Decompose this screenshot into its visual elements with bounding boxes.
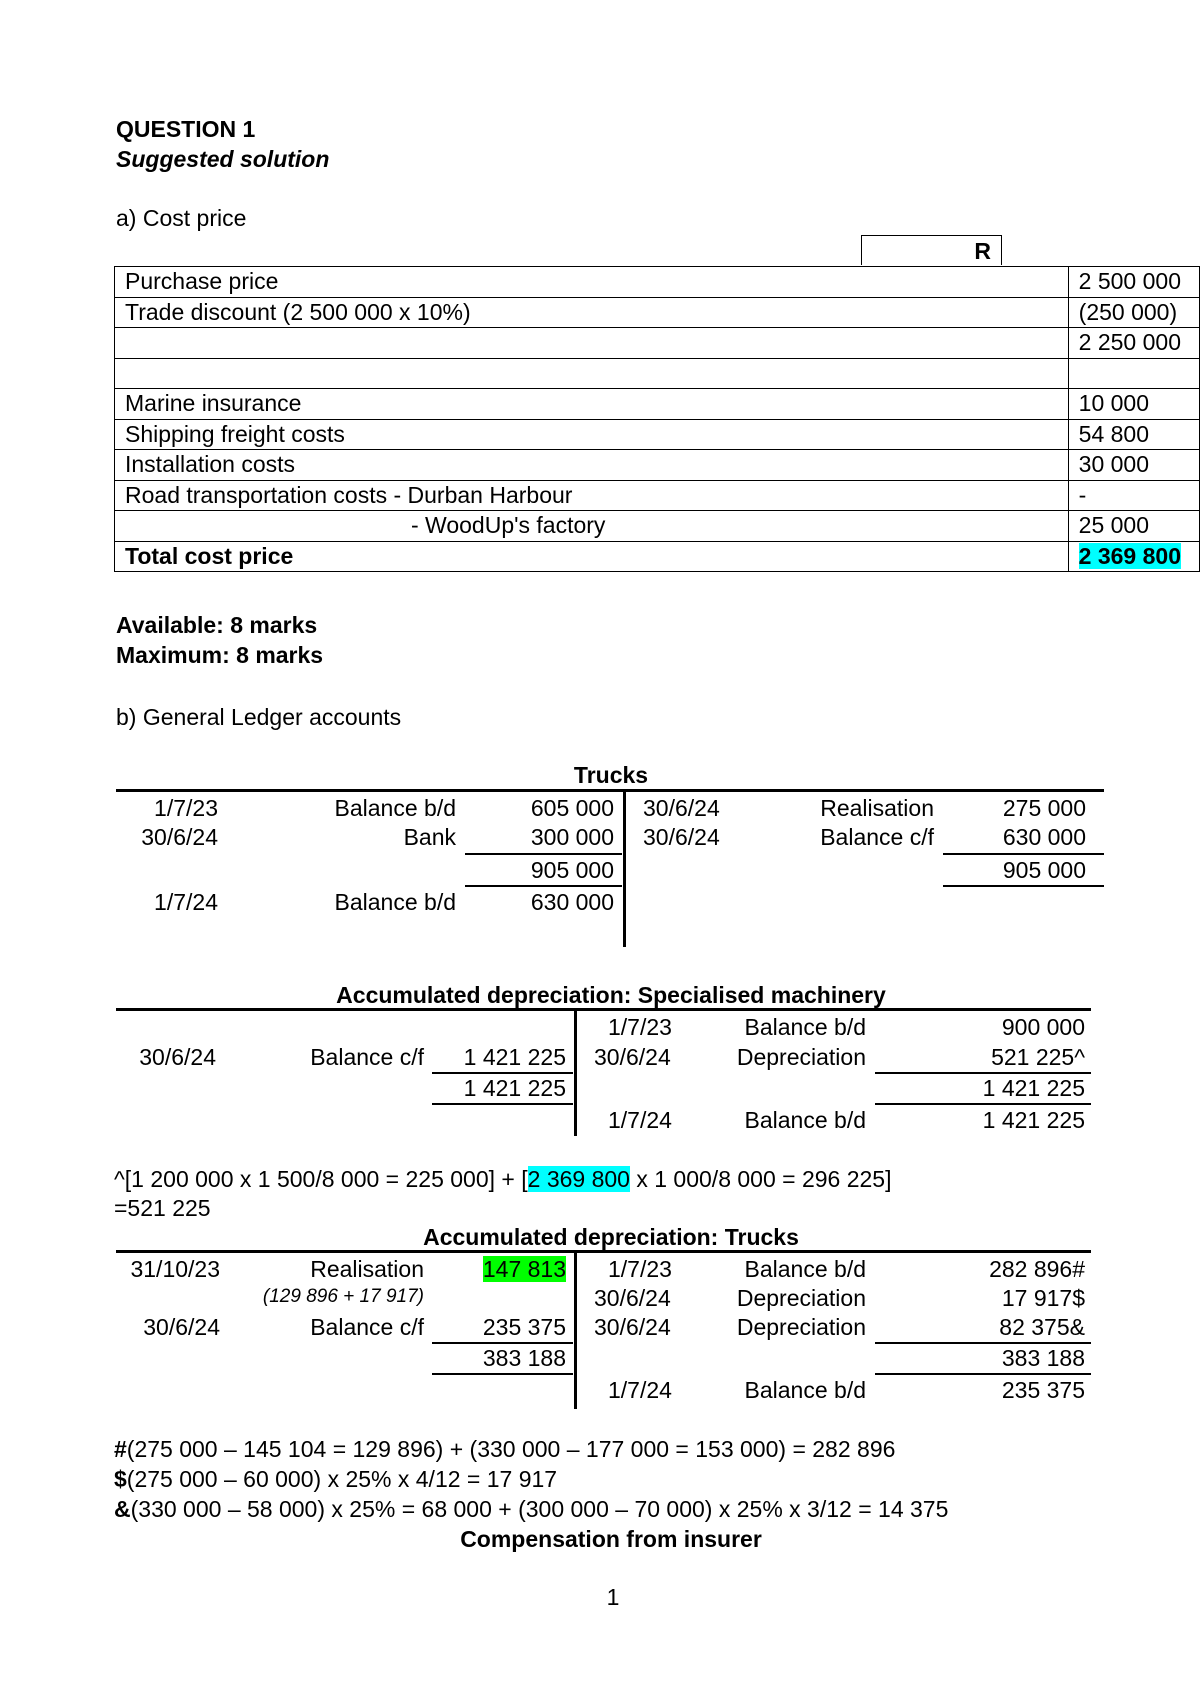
trucks-dr-after-amount: 630 000 [530,889,614,915]
table-row [115,419,1200,450]
row-desc: - WoodUp's factory [115,511,1069,542]
acc-trucks-cr-amount: 82 375& [999,1314,1085,1340]
trucks-dr-amount: 605 000 [530,795,614,821]
currency-header: R [974,238,991,264]
trucks-dr-total-underline [465,885,622,887]
row-amount: 30 000 [1068,450,1199,481]
row-amount: 2 250 000 [1068,328,1199,359]
machinery-note-result: =521 225 [114,1195,211,1221]
machinery-cr-after-amount: 1 421 225 [982,1107,1085,1133]
trucks-title: Trucks [573,762,649,788]
trucks-dr-total: 905 000 [530,857,614,883]
part-a-label: a) Cost price [116,205,247,231]
part-b-label: b) General Ledger accounts [116,704,402,730]
machinery-cr-after-detail: Balance b/d [744,1107,866,1133]
trucks-cr-date: 30/6/24 [643,795,720,821]
machinery-cr-total-rule [875,1072,1091,1074]
cost-price-table [114,266,1200,572]
row-desc: Purchase price [115,267,1069,298]
row-desc: Marine insurance [115,389,1069,420]
machinery-note-highlight: 2 369 800 [527,1166,630,1192]
row-desc: Shipping freight costs [115,419,1069,450]
footnote-text: (330 000 – 58 000) x 25% = 68 000 + (300 000 – 70 000) x 25% x 3/12 = 14 375 [130,1496,949,1522]
total-amount: 2 369 800 [1078,542,1181,569]
row-amount: - [1068,480,1199,511]
trucks-cr-amount: 630 000 [1002,824,1086,850]
question-title: QUESTION 1 [116,116,256,142]
trucks-dr-detail: Bank [403,824,456,850]
machinery-note [114,1166,892,1193]
acc-trucks-dr-amount: 147 813 [482,1256,566,1282]
machinery-cr-amount: 521 225^ [991,1044,1085,1070]
currency-header-cell [861,235,1002,265]
machinery-cr-total-underline [875,1103,1091,1105]
row-amount: 25 000 [1068,511,1199,542]
trucks-cr-total-underline [943,885,1104,887]
acc-trucks-dr-total-underline [432,1373,573,1375]
footnote [114,1436,895,1463]
machinery-note-part-a: ^[1 200 000 x 1 500/8 000 = 225 000] + [ [114,1166,528,1192]
acc-trucks-cr-detail: Balance b/d [744,1256,866,1282]
machinery-cr-after-date: 1/7/24 [608,1107,672,1133]
acc-trucks-dr-total: 383 188 [482,1345,566,1371]
maximum-marks: Maximum: 8 marks [116,642,324,668]
acc-trucks-cr-total-rule [875,1342,1091,1344]
acc-trucks-divider [574,1251,577,1409]
machinery-dr-date: 30/6/24 [139,1044,216,1070]
machinery-dr-total-rule [432,1072,573,1074]
footnote-text: (275 000 – 145 104 = 129 896) + (330 000 – 177 000 = 153 000) = 282 896 [126,1436,896,1462]
acc-trucks-dr-amount-cell [432,1256,566,1283]
machinery-dr-total: 1 421 225 [463,1075,566,1101]
row-amount: (250 000) [1068,297,1199,328]
machinery-cr-detail: Depreciation [736,1044,866,1070]
machinery-cr-total: 1 421 225 [982,1075,1085,1101]
trucks-cr-amount: 275 000 [1002,795,1086,821]
footnote [114,1466,557,1493]
row-desc [115,328,1069,359]
question-subtitle: Suggested solution [116,146,330,172]
total-amount-cell [1068,541,1199,572]
footnote-symbol: $ [114,1466,127,1492]
acc-trucks-cr-after-detail: Balance b/d [744,1377,866,1403]
footnote-symbol: # [114,1436,127,1462]
acc-trucks-dr-date: 30/6/24 [143,1314,220,1340]
table-row [115,328,1200,359]
available-marks: Available: 8 marks [116,612,318,638]
acc-trucks-cr-amount: 17 917$ [1001,1285,1085,1311]
trucks-cr-total-rule [943,853,1104,855]
trucks-dr-amount: 300 000 [530,824,614,850]
acc-trucks-dr-amount: 235 375 [482,1314,566,1340]
total-label: Total cost price [115,541,1069,572]
trucks-dr-date: 30/6/24 [141,824,218,850]
machinery-dr-total-underline [432,1103,573,1105]
trucks-divider [623,790,626,947]
acc-dep-trucks-title: Accumulated depreciation: Trucks [423,1224,799,1250]
row-desc [115,358,1069,389]
acc-trucks-cr-date: 30/6/24 [594,1314,671,1340]
table-row [115,389,1200,420]
machinery-divider [574,1009,577,1136]
acc-trucks-cr-date: 30/6/24 [594,1285,671,1311]
page-number: 1 [606,1584,620,1610]
acc-trucks-dr-subnote: (129 896 + 17 917) [262,1286,424,1307]
table-row [115,297,1200,328]
machinery-top-rule [116,1008,1091,1011]
footnote-symbol: & [114,1496,131,1522]
acc-trucks-cr-detail: Depreciation [736,1285,866,1311]
trucks-dr-date: 1/7/23 [154,795,218,821]
trucks-dr-after-date: 1/7/24 [154,889,218,915]
machinery-cr-date: 1/7/23 [608,1014,672,1040]
machinery-cr-amount: 900 000 [1001,1014,1085,1040]
trucks-dr-total-rule [465,853,622,855]
acc-trucks-cr-detail: Depreciation [736,1314,866,1340]
footnote-text: (275 000 – 60 000) x 25% x 4/12 = 17 917 [126,1466,558,1492]
acc-trucks-cr-after-date: 1/7/24 [608,1377,672,1403]
table-row [115,450,1200,481]
footnote [114,1496,948,1523]
row-amount: 54 800 [1068,419,1199,450]
acc-dep-machinery-title: Accumulated depreciation: Specialised machinery [336,982,886,1008]
row-desc: Trade discount (2 500 000 x 10%) [115,297,1069,328]
machinery-cr-date: 30/6/24 [594,1044,671,1070]
trucks-cr-detail: Realisation [820,795,934,821]
table-row [115,511,1200,542]
trucks-cr-detail: Balance c/f [820,824,934,850]
trucks-cr-date: 30/6/24 [643,824,720,850]
acc-trucks-dr-total-rule [432,1342,573,1344]
trucks-dr-detail: Balance b/d [334,795,456,821]
acc-trucks-cr-after-amount: 235 375 [1001,1377,1085,1403]
acc-trucks-top-rule [116,1250,1091,1253]
row-amount: 2 500 000 [1068,267,1199,298]
total-row [115,541,1200,572]
row-desc: Road transportation costs - Durban Harbour [115,480,1069,511]
acc-trucks-cr-date: 1/7/23 [608,1256,672,1282]
table-row [115,358,1200,389]
table-row [115,480,1200,511]
acc-trucks-dr-detail: Balance c/f [310,1314,424,1340]
acc-trucks-cr-total: 383 188 [1001,1345,1085,1371]
trucks-top-rule [116,789,1104,792]
acc-trucks-cr-amount: 282 896# [989,1256,1085,1282]
machinery-cr-detail: Balance b/d [744,1014,866,1040]
acc-trucks-dr-date: 31/10/23 [130,1256,220,1282]
machinery-note-part-b: x 1 000/8 000 = 296 225] [629,1166,892,1192]
row-amount: 10 000 [1068,389,1199,420]
row-amount [1068,358,1199,389]
trucks-cr-total: 905 000 [1002,857,1086,883]
compensation-title: Compensation from insurer [460,1526,762,1552]
acc-trucks-cr-total-underline [875,1373,1091,1375]
machinery-dr-amount: 1 421 225 [463,1044,566,1070]
row-desc: Installation costs [115,450,1069,481]
machinery-dr-detail: Balance c/f [310,1044,424,1070]
table-row [115,267,1200,298]
trucks-dr-after-detail: Balance b/d [334,889,456,915]
acc-trucks-dr-detail: Realisation [310,1256,424,1282]
